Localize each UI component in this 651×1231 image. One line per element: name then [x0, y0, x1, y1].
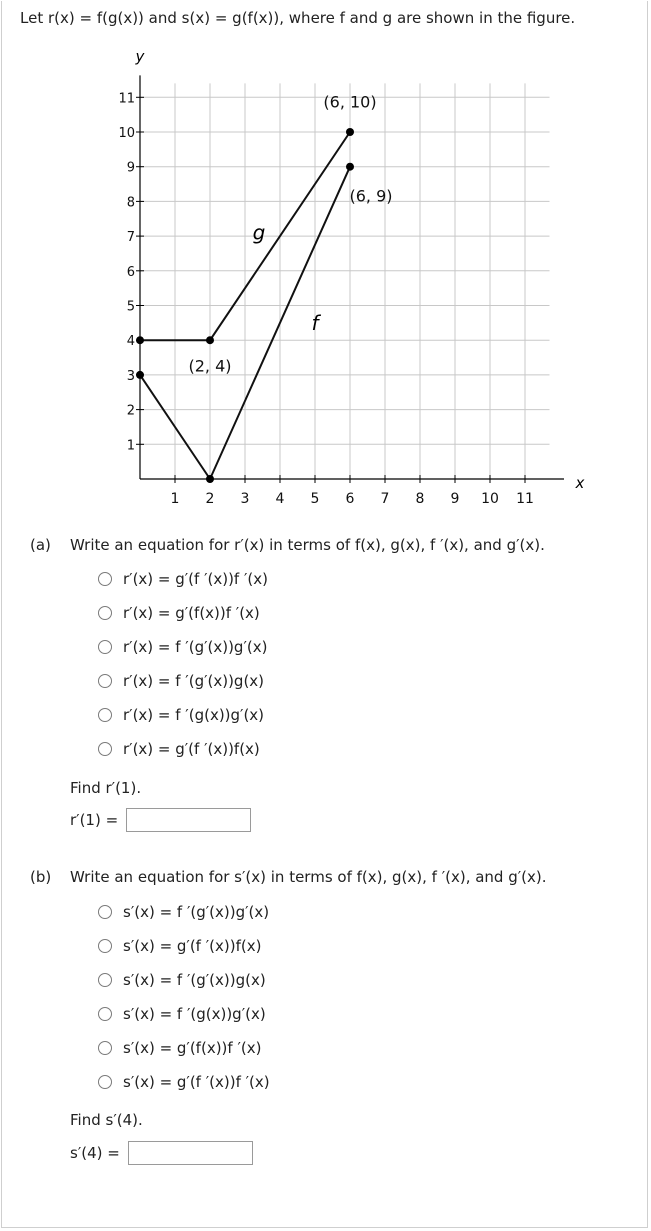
part-b-option-6[interactable] [98, 1065, 270, 1099]
curve-label-f: f [311, 310, 319, 335]
radio-button[interactable] [98, 1041, 112, 1055]
x-tick-label: 2 [205, 491, 215, 507]
y-tick-label: 1 [126, 438, 135, 454]
radio-button[interactable] [98, 973, 112, 987]
part-a-option-1[interactable] [98, 562, 268, 596]
series-g-point [136, 336, 144, 344]
option-text: r′(x) = g′(f(x))f ′(x) [123, 604, 260, 622]
x-tick-label: 6 [345, 491, 355, 507]
part-a-option-6[interactable] [98, 732, 268, 766]
y-tick-label: 3 [126, 368, 135, 384]
option-text: r′(x) = f ′(g(x))g′(x) [123, 706, 265, 724]
x-tick-label: 5 [310, 491, 320, 507]
series-f-point [136, 371, 144, 379]
part-a-option-5[interactable] [98, 698, 268, 732]
curve-label-g: g [252, 220, 266, 245]
part-a-question [30, 536, 545, 554]
y-tick-label: 10 [118, 126, 135, 141]
option-text: r′(x) = g′(f ′(x))f ′(x) [123, 570, 268, 588]
radio-button[interactable] [98, 939, 112, 953]
y-axis-label: y [135, 47, 145, 66]
part-b-option-3[interactable] [98, 963, 270, 997]
radio-button[interactable] [98, 674, 112, 688]
option-text: r′(x) = f ′(g′(x))g′(x) [123, 638, 268, 656]
series-f-point [206, 475, 214, 483]
y-tick-label: 8 [126, 195, 135, 211]
point-annotation: (6, 10) [323, 92, 377, 112]
y-tick-label: 4 [126, 334, 135, 350]
x-tick-label: 9 [450, 491, 460, 507]
radio-button[interactable] [98, 708, 112, 722]
option-text: r′(x) = g′(f ′(x))f(x) [123, 740, 260, 758]
option-text: s′(x) = g′(f(x))f ′(x) [123, 1039, 262, 1057]
part-a-answer-input[interactable] [126, 808, 251, 832]
part-b-label: (b) [30, 868, 52, 886]
y-tick-label: 9 [126, 160, 135, 176]
point-annotation: (2, 4) [188, 356, 232, 376]
y-tick-label: 2 [126, 403, 135, 419]
option-text: s′(x) = f ′(g(x))g′(x) [123, 1005, 266, 1023]
part-a-option-3[interactable] [98, 630, 268, 664]
option-text: s′(x) = f ′(g′(x))g′(x) [123, 903, 270, 921]
part-a-option-2[interactable] [98, 596, 268, 630]
x-tick-label: 11 [516, 491, 534, 507]
radio-button[interactable] [98, 1007, 112, 1021]
x-tick-label: 3 [240, 491, 250, 507]
option-text: s′(x) = g′(f ′(x))f(x) [123, 937, 262, 955]
y-tick-label: 7 [126, 230, 135, 246]
radio-button[interactable] [98, 905, 112, 919]
x-tick-label: 7 [380, 491, 390, 507]
part-a-answer-label: r′(1) = [70, 811, 119, 829]
x-axis-label: x [575, 474, 585, 492]
part-b-answer-input[interactable] [128, 1141, 253, 1165]
part-a-find-label: Find r′(1). [70, 779, 142, 797]
series-f-point [346, 163, 354, 171]
option-text: r′(x) = f ′(g′(x))g(x) [123, 672, 265, 690]
radio-button[interactable] [98, 606, 112, 620]
y-tick-label: 5 [126, 299, 135, 315]
part-b-answer-row [70, 1141, 253, 1165]
radio-button[interactable] [98, 640, 112, 654]
part-b-option-5[interactable] [98, 1031, 270, 1065]
x-tick-label: 4 [275, 491, 285, 507]
part-b-question-text: Write an equation for s′(x) in terms of f(x), g(x), f ′(x), and g′(x). [70, 868, 547, 886]
part-b-option-2[interactable] [98, 929, 270, 963]
part-b-question [30, 868, 547, 886]
option-text: s′(x) = f ′(g′(x))g(x) [123, 971, 266, 989]
function-graph [100, 47, 585, 524]
part-a-option-4[interactable] [98, 664, 268, 698]
series-g-point [206, 336, 214, 344]
radio-button[interactable] [98, 742, 112, 756]
part-b-options [98, 895, 270, 1099]
y-tick-label: 6 [126, 264, 135, 280]
part-b-option-4[interactable] [98, 997, 270, 1031]
part-a-options [98, 562, 268, 766]
y-tick-label: 11 [118, 91, 135, 107]
point-annotation: (6, 9) [349, 186, 393, 206]
x-tick-label: 1 [170, 491, 180, 507]
radio-button[interactable] [98, 1075, 112, 1089]
option-text: s′(x) = g′(f ′(x))f ′(x) [123, 1073, 270, 1091]
radio-button[interactable] [98, 572, 112, 586]
part-b-find-label: Find s′(4). [70, 1111, 143, 1129]
x-tick-label: 8 [415, 491, 425, 507]
x-tick-label: 10 [481, 491, 499, 507]
graph-svg [100, 47, 585, 520]
part-b-option-1[interactable] [98, 895, 270, 929]
part-a-label: (a) [30, 536, 51, 554]
part-a-answer-row [70, 808, 251, 832]
part-b-answer-label: s′(4) = [70, 1144, 120, 1162]
series-g-point [346, 128, 354, 136]
problem-statement: Let r(x) = f(g(x)) and s(x) = g(f(x)), where f and g are shown in the figure. [20, 9, 576, 27]
part-a-question-text: Write an equation for r′(x) in terms of f(x), g(x), f ′(x), and g′(x). [70, 536, 545, 554]
